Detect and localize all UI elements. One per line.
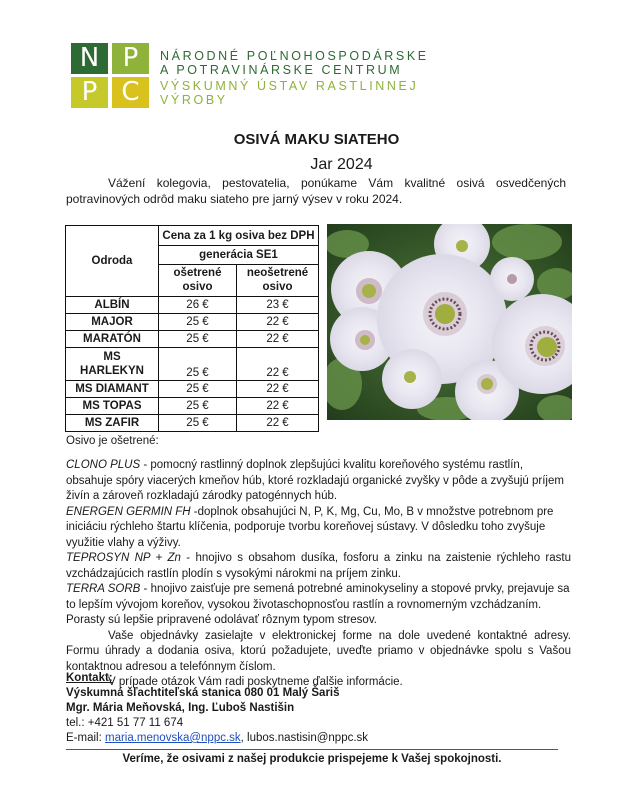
variety-name: MAJOR [66,314,159,331]
treatment-name: ENERGEN GERMIN FH [66,505,191,518]
poppy-flowers-photo [327,224,572,420]
treatment-description: - hnojivo s obsahom dusíka, fosforu a zinku na zaistenie rýchleho rastu vzchádzajúcich rastlín plodín s vysokými nárokmi na príjem zinku. [66,552,571,580]
price-treated: 25 € [158,381,236,398]
logo-text-line-3: VÝSKUMNÝ ÚSTAV RASTLINNEJ [160,79,419,93]
price-untreated: 23 € [237,297,319,314]
price-untreated: 22 € [237,381,319,398]
variety-name: ALBÍN [66,297,159,314]
poppy-flowers-image [327,224,572,420]
variety-name: MS TOPAS [66,398,159,415]
flower [490,257,534,301]
table-row [66,331,319,348]
treatment-item [66,551,571,582]
treatment-description: - pomocný rastlinný doplnok zlepšujúci kvalitu koreňového systému rastlín, obsahuje spóry viacerých kmeňov húb, ktoré rozkladajú organické zvyšky v pôde a zvyšujú príjem živín a zároveň rozkladajú zárodky patogénnych húb. [66,459,564,502]
footer-text: Veríme, že osivami z našej produkcie prispejeme k Vašej spokojnosti. [122,753,502,765]
table-row [66,348,319,381]
contact-station: Výskumná šľachtiteľská stanica 080 01 Malý Šariš [66,687,340,699]
price-table [65,225,319,432]
contact-heading: Kontakt: [66,672,113,684]
price-treated: 25 € [158,314,236,331]
treatment-list [66,458,571,691]
email-label: E-mail: [66,732,105,744]
price-untreated: 22 € [237,415,319,432]
contact-people: Mgr. Mária Meňovská, Ing. Ľuboš Nastišin [66,702,295,714]
logo-square-c: C [112,77,149,108]
logo-text-line-2: A POTRAVINÁRSKE CENTRUM [160,63,403,77]
treatment-heading: Osivo je ošetrené: [66,435,159,447]
treatment-name: TEPROSYN NP + Zn [66,552,181,564]
logo-square-p: P [112,43,149,74]
treatment-description: - hnojivo zaisťuje pre semená potrebné aminokyseliny a stopové prvky, prejavuje sa to lepším vývojom koreňov, vysokou životaschopnosťou rastlín a rovnomerným vzchádzaním. Porasty sú lepšie pripravené odolávať rôznym typom stresov. [66,583,570,626]
footer-divider [66,749,558,750]
price-untreated: 22 € [237,314,319,331]
page-subtitle: Jar 2024 [310,156,373,173]
contact-phone: tel.: +421 51 77 11 674 [66,717,184,729]
table-row [66,297,319,314]
treatment-item [66,505,571,552]
price-treated: 25 € [158,331,236,348]
header-price: Cena za 1 kg osiva bez DPH [158,226,318,246]
price-treated: 26 € [158,297,236,314]
table-row [66,314,319,331]
table-row [66,415,319,432]
price-untreated: 22 € [237,331,319,348]
header-variety: Odroda [66,226,159,297]
contact-block [66,671,368,746]
table-row [66,398,319,415]
treatment-name: CLONO PLUS [66,459,141,471]
price-treated: 25 € [158,415,236,432]
header-treated: ošetrené osivo [158,264,236,296]
email-nastisin: lubos.nastisin@nppc.sk [247,732,369,744]
page-title: OSIVÁ MAKU SIATEHO [233,131,400,148]
logo-text-line-4: VÝROBY [160,93,228,107]
intro-paragraph: Vážení kolegovia, pestovatelia, ponúkame Vám kvalitné osivá osvedčených potravinových odrôd maku siateho pre jarný výsev v roku 2024. [66,176,566,206]
treatment-description: -doplnok obsahujúci N, P, K, Mg, Cu, Mo, B v množstve potrebnom pre iniciáciu rýchleho štartu klíčenia, podporuje tvorbu koreňovej sústavy. V dôsledku toho zvyšuje využitie vlahy a výživy. [66,505,554,549]
variety-name: MS HARLEKYN [66,348,159,381]
logo-text-line-1: NÁRODNÉ POĽNOHOSPODÁRSKE [160,49,429,63]
questions-paragraph: V prípade otázok Vám radi poskytneme ďalšie informácie. [108,676,403,688]
treatment-name: TERRA SORB [66,583,141,595]
variety-name: MS DIAMANT [66,381,159,398]
contact-email-line [66,731,368,746]
email-link-menovska[interactable]: maria.menovska@nppc.sk [104,732,241,744]
price-untreated: 22 € [237,348,319,381]
variety-name: MS ZAFIR [66,415,159,432]
header-generation: generácia SE1 [158,246,318,264]
treatment-item [66,582,571,629]
logo-square-n: N [71,43,108,74]
treatment-item [66,458,571,505]
email-separator: , [240,732,248,744]
price-treated: 25 € [158,348,236,381]
logo-square-p-lower: P [71,77,108,108]
orders-paragraph: Vaše objednávky zasielajte v elektronickej forme na dole uvedené kontaktné adresy. Formu úhrady a dodania osiva, ktorú požadujete, uveďte priamo v objednávke spolu s Vašou kontaktnou adresou a telefónnym číslom. [66,629,571,673]
variety-name: MARATÓN [66,331,159,348]
price-untreated: 22 € [237,398,319,415]
flower [382,349,442,409]
price-treated: 25 € [158,398,236,415]
table-row [66,381,319,398]
header-untreated: neošetrené osivo [237,264,319,296]
